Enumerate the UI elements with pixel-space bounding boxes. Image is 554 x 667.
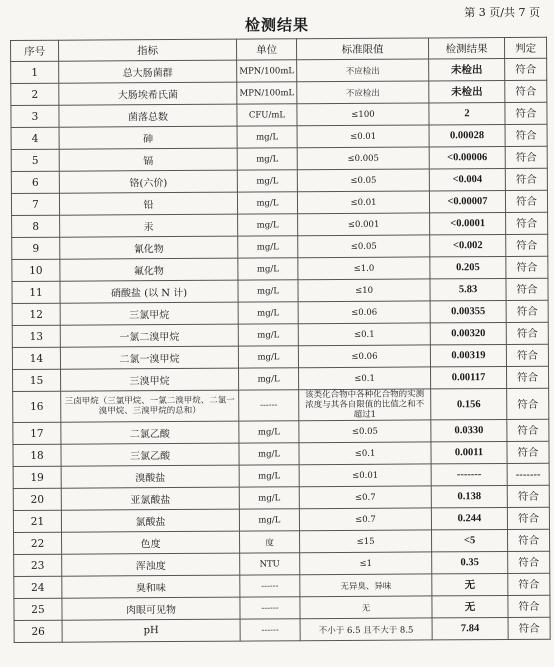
cell-result: ------- xyxy=(431,463,507,485)
cell-unit: mg/L xyxy=(238,214,298,236)
cell-limit: ≤0.01 xyxy=(297,125,429,148)
cell-no: 2 xyxy=(11,83,59,105)
cell-no: 24 xyxy=(14,576,62,598)
cell-judgement: 符合 xyxy=(506,322,548,344)
cell-judgement: 符合 xyxy=(507,529,549,551)
cell-no: 7 xyxy=(11,193,59,215)
cell-no: 12 xyxy=(12,303,60,325)
table-row xyxy=(14,529,550,554)
cell-unit: mg/L xyxy=(239,443,299,465)
cell-indicator: 亚氯酸盐 xyxy=(61,487,239,510)
table-row xyxy=(11,124,547,149)
cell-no: 6 xyxy=(11,171,59,193)
cell-no: 5 xyxy=(11,149,59,171)
table-row xyxy=(14,595,550,620)
cell-judgement: 符合 xyxy=(505,124,547,146)
cell-result: 0.244 xyxy=(431,507,507,529)
cell-limit: ≤1.0 xyxy=(298,257,430,280)
table-row xyxy=(13,441,549,466)
cell-judgement: 符合 xyxy=(505,168,547,190)
cell-no: 20 xyxy=(13,488,61,510)
cell-unit: ------ xyxy=(240,619,300,641)
cell-unit: mg/L xyxy=(238,258,298,280)
cell-unit: 度 xyxy=(240,531,300,553)
header-result: 检测结果 xyxy=(428,37,504,58)
cell-no: 16 xyxy=(13,391,61,422)
table-row xyxy=(11,190,547,215)
cell-judgement: 符合 xyxy=(506,234,548,256)
cell-indicator: 三溴甲烷 xyxy=(61,368,239,391)
cell-limit: ≤0.06 xyxy=(298,345,430,368)
table-row xyxy=(12,322,548,347)
cell-no: 15 xyxy=(13,369,61,391)
cell-unit: MPN/100mL xyxy=(237,82,297,104)
cell-limit: ≤1 xyxy=(300,552,432,575)
table-row xyxy=(13,419,549,444)
cell-unit: mg/L xyxy=(237,170,297,192)
table-row xyxy=(13,507,549,532)
cell-limit: ≤0.05 xyxy=(297,169,429,192)
header-unit: 单位 xyxy=(236,39,296,60)
cell-limit: ≤100 xyxy=(297,103,429,126)
cell-unit: mg/L xyxy=(238,324,298,346)
cell-limit: ≤0.1 xyxy=(299,367,431,390)
cell-unit: CFU/mL xyxy=(237,104,297,126)
cell-indicator: 二氯乙酸 xyxy=(61,421,239,444)
cell-result: 0.00117 xyxy=(431,366,507,388)
cell-no: 23 xyxy=(14,554,62,576)
table-row xyxy=(11,80,547,105)
cell-limit: ≤0.7 xyxy=(299,486,431,509)
cell-no: 8 xyxy=(12,215,60,237)
header-no: 序号 xyxy=(11,40,59,61)
cell-unit: mg/L xyxy=(237,148,297,170)
table-row xyxy=(12,234,548,259)
table-row xyxy=(11,146,547,171)
cell-result: 无 xyxy=(432,595,508,617)
cell-judgement: 符合 xyxy=(507,485,549,507)
cell-result: 0.156 xyxy=(431,388,507,419)
cell-judgement: 符合 xyxy=(506,212,548,234)
cell-indicator: 二氯一溴甲烷 xyxy=(60,346,238,369)
header-limit: 标准限值 xyxy=(296,38,428,60)
cell-result: 0.00355 xyxy=(430,300,506,322)
cell-indicator: 浑浊度 xyxy=(62,553,240,576)
table-row xyxy=(12,256,548,281)
cell-result: 0.35 xyxy=(432,551,508,573)
cell-judgement: 符合 xyxy=(508,617,550,639)
cell-unit: MPN/100mL xyxy=(237,60,297,82)
cell-no: 19 xyxy=(13,466,61,488)
cell-judgement: 符合 xyxy=(505,102,547,124)
table-row xyxy=(14,617,550,642)
cell-result: 7.84 xyxy=(432,617,508,639)
cell-limit: ≤0.005 xyxy=(297,147,429,170)
header-indicator: 指标 xyxy=(59,39,237,61)
cell-indicator: 氟化物 xyxy=(60,258,238,281)
cell-no: 21 xyxy=(13,510,61,532)
cell-limit: ≤0.001 xyxy=(298,213,430,236)
cell-limit: 不应检出 xyxy=(297,81,429,104)
cell-no: 10 xyxy=(12,259,60,281)
cell-limit: 该类化合物中各种化合物的实测浓度与其各自限值的比值之和不超过1 xyxy=(299,389,431,421)
cell-indicator: 总大肠菌群 xyxy=(59,60,237,83)
cell-unit: mg/L xyxy=(239,368,299,390)
cell-no: 3 xyxy=(11,105,59,127)
cell-judgement: 符合 xyxy=(507,388,549,419)
cell-limit: 无异臭、异味 xyxy=(300,574,432,597)
cell-judgement: 符合 xyxy=(506,278,548,300)
cell-unit: mg/L xyxy=(237,192,297,214)
cell-result: 2 xyxy=(429,102,505,124)
cell-limit: 不应检出 xyxy=(297,59,429,82)
cell-result: 未检出 xyxy=(429,58,505,80)
cell-judgement: 符合 xyxy=(507,507,549,529)
cell-indicator: 三氯乙酸 xyxy=(61,443,239,466)
table-row xyxy=(13,463,549,488)
cell-limit: ≤0.05 xyxy=(299,420,431,443)
cell-judgement: 符合 xyxy=(505,80,547,102)
cell-indicator: 三氯甲烷 xyxy=(60,302,238,325)
cell-no: 22 xyxy=(14,532,62,554)
cell-judgement: 符合 xyxy=(507,419,549,441)
cell-limit: ≤0.7 xyxy=(299,508,431,531)
cell-result: 0.0011 xyxy=(431,441,507,463)
table-row xyxy=(13,485,549,510)
cell-result: 5.83 xyxy=(430,278,506,300)
table-row xyxy=(13,388,549,422)
cell-judgement: 符合 xyxy=(508,573,550,595)
cell-result: <0.0001 xyxy=(430,212,506,234)
table-row xyxy=(14,551,550,576)
cell-indicator: 硝酸盐 (以 N 计) xyxy=(60,280,238,303)
cell-unit: ------ xyxy=(239,390,299,421)
cell-no: 17 xyxy=(13,422,61,444)
cell-result: 未检出 xyxy=(429,80,505,102)
cell-judgement: 符合 xyxy=(505,146,547,168)
cell-result: 0.00320 xyxy=(430,322,506,344)
header-judgement: 判定 xyxy=(504,37,546,58)
table-row xyxy=(12,300,548,325)
cell-unit: mg/L xyxy=(238,346,298,368)
cell-result: <0.004 xyxy=(429,168,505,190)
table-body xyxy=(11,58,551,642)
results-table xyxy=(10,37,551,643)
cell-result: 0.00028 xyxy=(429,124,505,146)
cell-result: <5 xyxy=(432,529,508,551)
cell-result: <0.002 xyxy=(430,234,506,256)
cell-indicator: 氯酸盐 xyxy=(61,509,239,532)
cell-unit: ------ xyxy=(240,597,300,619)
cell-result: 0.0330 xyxy=(431,419,507,441)
cell-result: 0.205 xyxy=(430,256,506,278)
table-row xyxy=(12,344,548,369)
cell-limit: ≤0.01 xyxy=(297,191,429,214)
cell-no: 9 xyxy=(12,237,60,259)
cell-result: 无 xyxy=(432,573,508,595)
cell-indicator: 铬(六价) xyxy=(59,170,237,193)
table-row xyxy=(12,278,548,303)
cell-limit: ≤0.05 xyxy=(298,235,430,258)
cell-indicator: 一氯二溴甲烷 xyxy=(60,324,238,347)
cell-judgement: 符合 xyxy=(507,441,549,463)
cell-limit: ≤0.1 xyxy=(299,442,431,465)
cell-unit: NTU xyxy=(240,553,300,575)
cell-indicator: 铅 xyxy=(59,192,237,215)
cell-limit: ≤10 xyxy=(298,279,430,302)
cell-unit: mg/L xyxy=(238,280,298,302)
cell-result: 0.138 xyxy=(431,485,507,507)
cell-no: 13 xyxy=(12,325,60,347)
cell-indicator: 臭和味 xyxy=(62,575,240,598)
cell-judgement: 符合 xyxy=(506,256,548,278)
cell-indicator: 汞 xyxy=(60,214,238,237)
table-row xyxy=(11,102,547,127)
cell-indicator: pH xyxy=(62,619,240,642)
table-row xyxy=(14,573,550,598)
table-row xyxy=(11,58,547,83)
cell-judgement: 符合 xyxy=(505,190,547,212)
cell-indicator: 氰化物 xyxy=(60,236,238,259)
cell-judgement: 符合 xyxy=(506,344,548,366)
cell-unit: mg/L xyxy=(239,509,299,531)
cell-indicator: 溴酸盐 xyxy=(61,465,239,488)
cell-result: 0.00319 xyxy=(430,344,506,366)
cell-unit: mg/L xyxy=(237,126,297,148)
cell-indicator: 肉眼可见物 xyxy=(62,597,240,620)
cell-indicator: 大肠埃希氏菌 xyxy=(59,82,237,105)
cell-indicator: 镉 xyxy=(59,148,237,171)
cell-no: 14 xyxy=(12,347,60,369)
cell-unit: mg/L xyxy=(238,302,298,324)
cell-no: 26 xyxy=(14,620,62,642)
cell-indicator: 色度 xyxy=(62,531,240,554)
cell-limit: ≤0.1 xyxy=(298,323,430,346)
cell-result: <0.00007 xyxy=(429,190,505,212)
cell-unit: ------ xyxy=(240,575,300,597)
cell-judgement: 符合 xyxy=(505,58,547,80)
cell-indicator: 砷 xyxy=(59,126,237,149)
table-row xyxy=(12,212,548,237)
cell-limit: 不小于 6.5 且不大于 8.5 xyxy=(300,618,432,641)
cell-no: 4 xyxy=(11,127,59,149)
cell-judgement: 符合 xyxy=(508,551,550,573)
page-number: 第 3 页/共 7 页 xyxy=(464,6,540,19)
cell-indicator: 菌落总数 xyxy=(59,104,237,127)
cell-indicator: 三卤甲烷（三氯甲烷、一氯二溴甲烷、二氯一溴甲烷、三溴甲烷的总和） xyxy=(61,390,239,422)
cell-limit: 无 xyxy=(300,596,432,619)
cell-judgement: ------- xyxy=(507,463,549,485)
cell-unit: mg/L xyxy=(239,487,299,509)
table-row xyxy=(11,168,547,193)
cell-judgement: 符合 xyxy=(506,300,548,322)
cell-unit: mg/L xyxy=(239,421,299,443)
cell-result: <0.00006 xyxy=(429,146,505,168)
cell-unit: mg/L xyxy=(238,236,298,258)
cell-no: 11 xyxy=(12,281,60,303)
cell-limit: ≤0.06 xyxy=(298,301,430,324)
cell-judgement: 符合 xyxy=(508,595,550,617)
cell-no: 1 xyxy=(11,61,59,83)
cell-unit: mg/L xyxy=(239,465,299,487)
cell-limit: ≤0.01 xyxy=(299,464,431,487)
table-row xyxy=(13,366,549,391)
cell-no: 25 xyxy=(14,598,62,620)
page-title: 检测结果 xyxy=(244,16,309,34)
cell-judgement: 符合 xyxy=(507,366,549,388)
cell-no: 18 xyxy=(13,444,61,466)
cell-limit: ≤15 xyxy=(300,530,432,553)
